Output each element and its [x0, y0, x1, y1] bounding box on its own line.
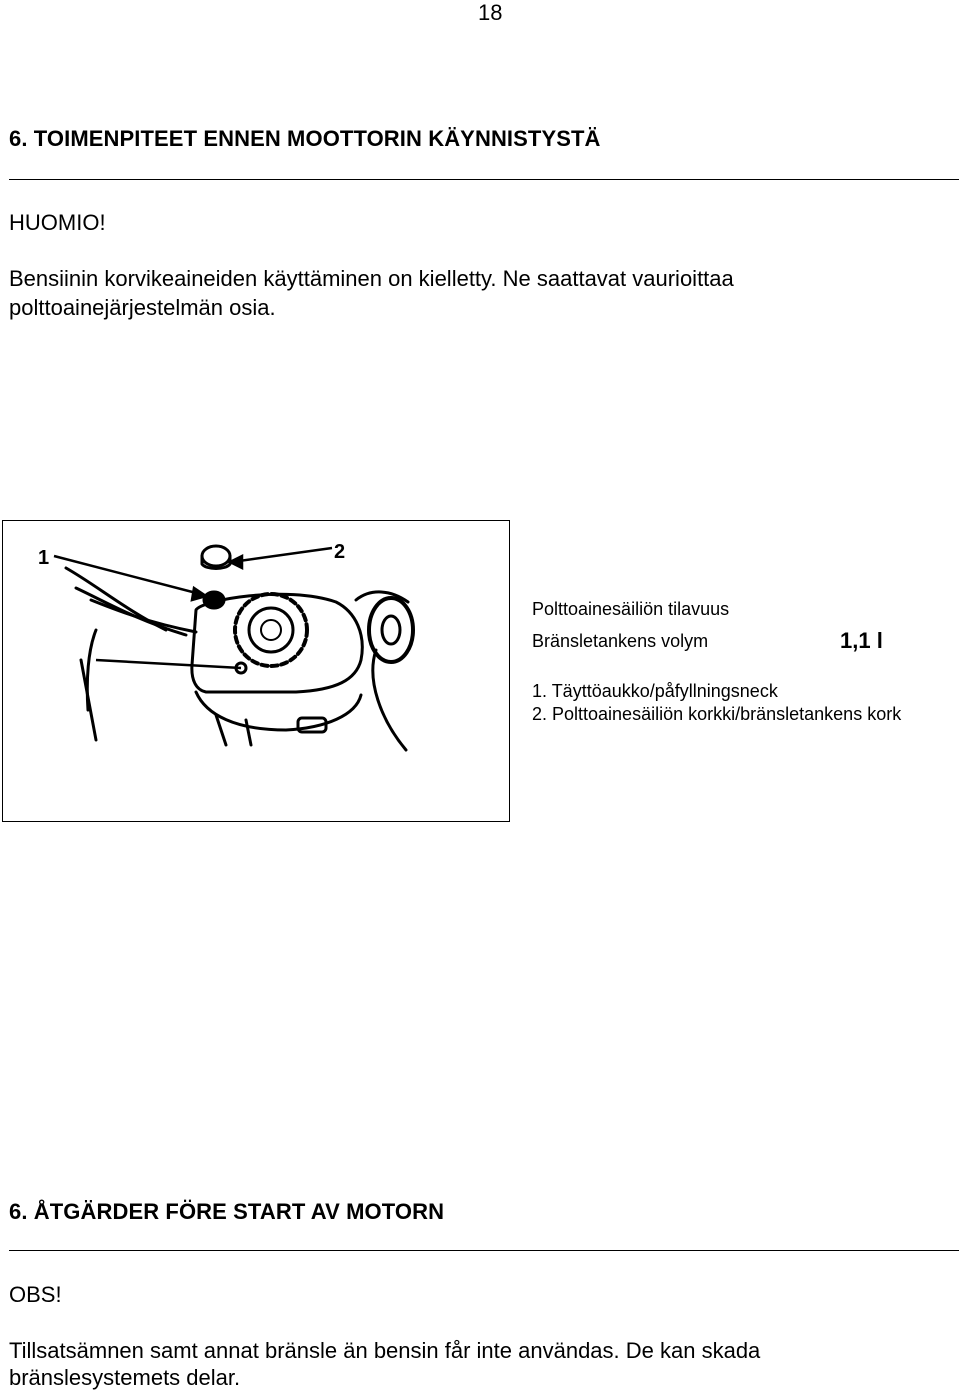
notice-label-fi: HUOMIO! — [9, 210, 106, 235]
notice-label-sv: OBS! — [9, 1282, 62, 1307]
capacity-label-fi: Polttoainesäiliön tilavuus — [532, 599, 730, 619]
heading-rule-fi — [9, 179, 959, 180]
legend-item-2: 2. Polttoainesäiliön korkki/bränsletankens kork — [532, 704, 902, 724]
notice-text-fi-line2: polttoainejärjestelmän osia. — [9, 295, 276, 320]
section-heading-fi: 6. TOIMENPITEET ENNEN MOOTTORIN KÄYNNISTYSTÄ — [9, 126, 601, 151]
page-number: 18 — [478, 0, 503, 25]
notice-text-sv-line2: bränslesystemets delar. — [9, 1365, 241, 1390]
notice-text-fi-line1: Bensiinin korvikeaineiden käyttäminen on kielletty. Ne saattavat vaurioittaa — [9, 266, 734, 291]
section-heading-sv: 6. ÅTGÄRDER FÖRE START AV MOTORN — [9, 1199, 445, 1224]
mower-engine-drawing — [36, 540, 426, 752]
capacity-label-sv: Bränsletankens volym — [532, 631, 709, 651]
callout-1: 1 — [38, 547, 50, 569]
heading-rule-sv — [9, 1250, 959, 1251]
legend-item-1: 1. Täyttöaukko/påfyllningsneck — [532, 681, 778, 701]
notice-text-sv-line1: Tillsatsämnen samt annat bränsle än bensin får inte användas. De kan skada — [9, 1338, 761, 1363]
capacity-value: 1,1 l — [840, 628, 883, 653]
callout-2: 2 — [334, 541, 346, 563]
